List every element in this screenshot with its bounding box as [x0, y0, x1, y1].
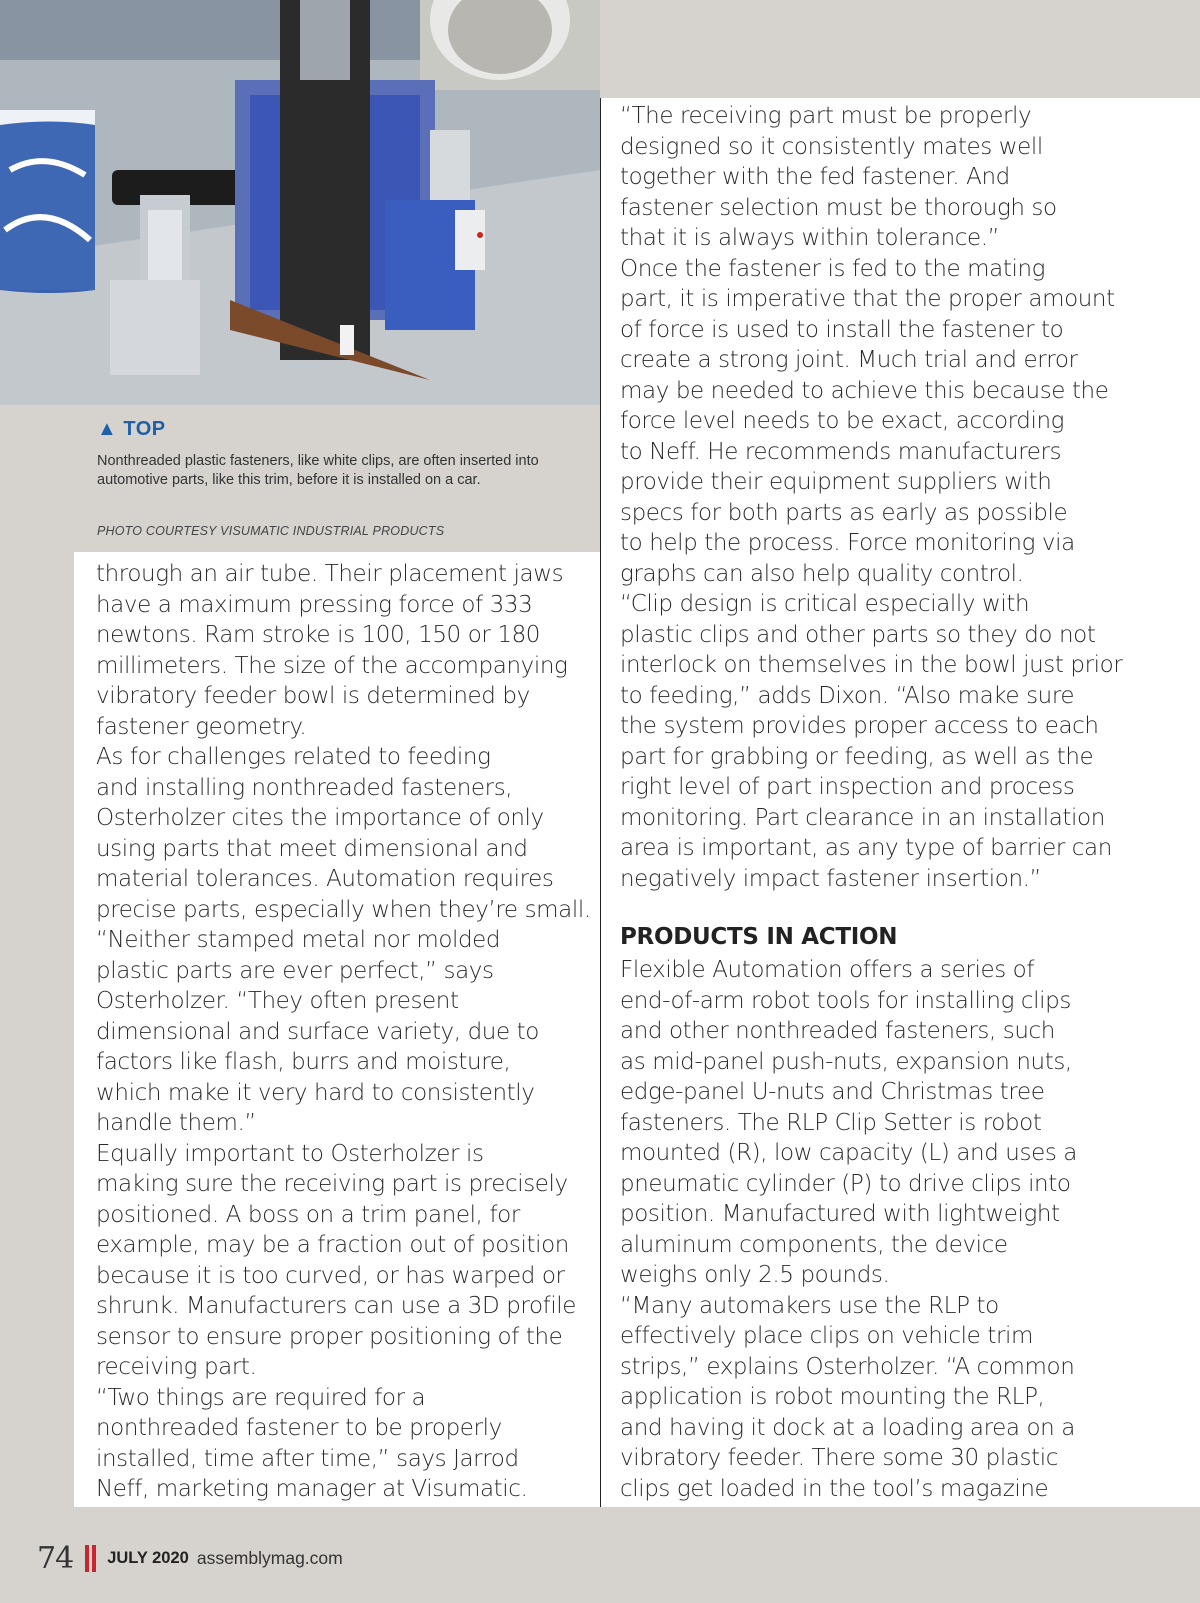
divider-bar — [92, 1545, 96, 1572]
page-footer — [37, 1538, 343, 1578]
body-text-right-2: Flexible Automation offers a series of end-of-arm robot tools for installing clips and other nonthreaded fasteners, such as mid-panel push-nuts, expansion nuts, edge-panel U-nuts and Christmas tree fasteners. The RLP Clip Setter is robot mounted (R), low capacity (L) and uses a pneumatic cylinder (P) to drive clips into position. Manufactured with lightweight aluminum components, the device weighs only 2.5 pounds. “Many automakers use the RLP to effectively place clips on vehicle trim strips,” explains Osterholzer. “A common application is robot mounting the RLP, and having it dock at a loading area on a vibratory feeder. There some 30 plastic clips get loaded in the tool’s magazine — [620, 957, 1078, 1502]
website-link[interactable]: assemblymag.com — [196, 1547, 343, 1568]
caption-label: ▲ TOP — [97, 418, 166, 440]
body-text-left: through an air tube. Their placement jaws have a maximum pressing force of 333 newtons. Ram stroke is 100, 150 or 180 millimeters. The size of the accompanying vibratory feeder bowl is determined by fastener geometry. As for challenges related to feeding and installing nonthreaded fasteners, Osterholzer cites the importance of only using parts that meet dimensional and material tolerances. Automation requires precise parts, especially when they’re small. “Neither stamped metal nor molded plastic parts are ever perfect,” says Osterholzer. “They often present dimensional and surface variety, due to factors like flash, burrs and moisture, which make it very hard to consistently handle them.” Equally important to Osterholzer is making sure the receiving part is precisely positioned. A boss on a trim panel, for example, may be a fraction out of position because it is too curved, or has warped or shrunk. Manufacturers can use a 3D profile sensor to ensure proper positioning of the receiving part. “Two things are required for a nonthreaded fastener to be properly installed, time after time,” says Jarrod Neff, marketing manager at Visumatic. — [96, 561, 591, 1502]
article-column-left — [74, 552, 600, 1507]
machine-illustration — [0, 0, 600, 405]
issue-date: JULY 2020 — [107, 1548, 189, 1567]
page-number: 74 — [37, 1540, 74, 1576]
caption-text: Nonthreaded plastic fasteners, like white clips, are often inserted into automotive parts, like this trim, before it is installed on a car. — [97, 453, 539, 488]
article-column-right — [600, 98, 1200, 1507]
body-text-right-1: “The receiving part must be properly designed so it consistently mates well together with the fed fastener. And fastener selection must be thorough so that it is always within tolerance.” Once the fastener is fed to the mating part, it is imperative that the proper amount of force is used to install the fastener to create a strong joint. Much trial and error may be needed to achieve this because the force level needs to be exact, according to Neff. He recommends manufacturers provide their equipment suppliers with specs for both parts as early as possible to help the process. Force monitoring via graphs can also help quality control. “Clip design is critical especially with plastic clips and other parts so they do not interlock on themselves in the bowl just prior to feeding,” adds Dixon. “Also make sure the system provides proper access to each part for grabbing or feeding, as well as the right level of part inspection and process monitoring. Part clearance in an installation area is important, as any type of barrier can negatively impact fastener insertion.” — [620, 103, 1123, 892]
divider-bar — [85, 1545, 89, 1572]
photo-credit: PHOTO COURTESY VISUMATIC INDUSTRIAL PRODUCTS — [97, 524, 445, 538]
section-heading: PRODUCTS IN ACTION — [620, 924, 898, 950]
article-photo — [0, 0, 600, 405]
photo-caption — [0, 405, 600, 552]
